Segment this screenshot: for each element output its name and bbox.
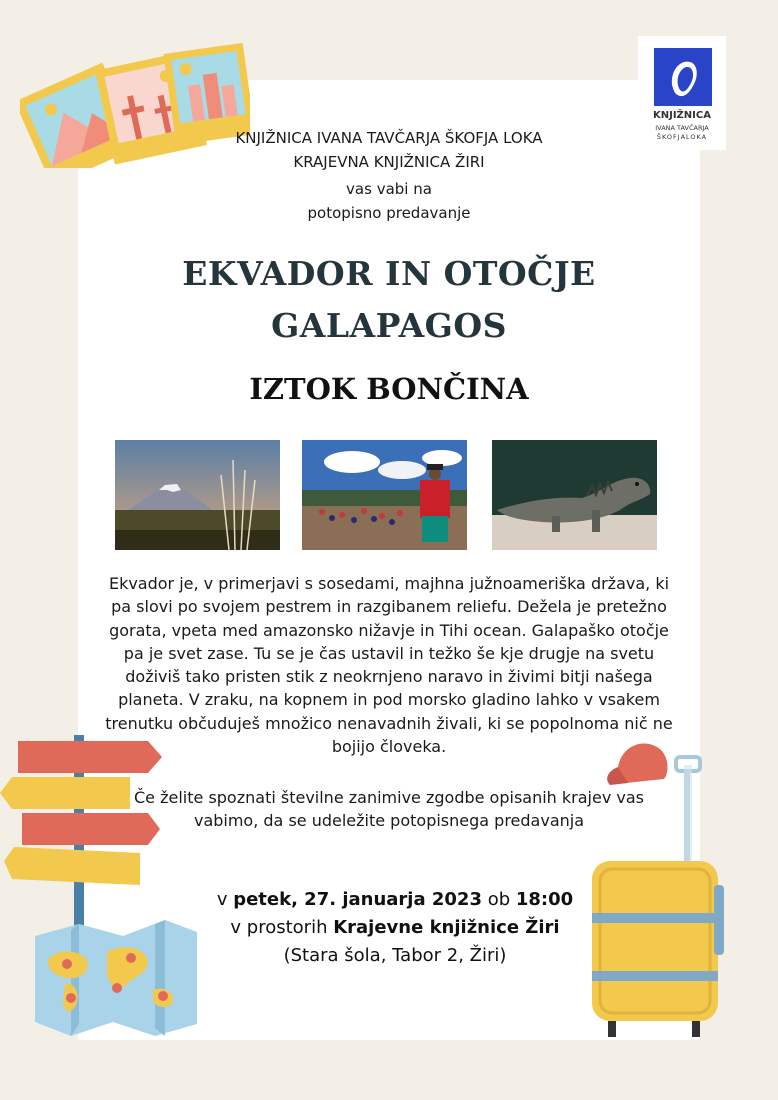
logo-sub1: IVANA TAVČARJA: [655, 124, 709, 132]
event-title-line-2: GALAPAGOS: [271, 306, 507, 345]
event-details: [195, 886, 595, 970]
description-line: pa slovi po svojem pestrem in razgibanem reliefu. Dežela je pretežno: [111, 597, 667, 617]
event-time: 18:00: [515, 889, 574, 910]
event-date: petek, 27. januarja 2023: [233, 889, 482, 910]
market-crowd-photo: [302, 440, 467, 550]
invite-line-2: potopisno predavanje: [307, 204, 471, 222]
description-line: trenutku občuduješ množico nenavadnih živali, ki se popolnoma nič ne: [105, 713, 673, 733]
event-place-line: [195, 914, 595, 942]
event-date-prefix: v: [216, 889, 234, 910]
iguana-photo: [492, 440, 657, 550]
description-line: doživiš tako pristen stik z neokrnjeno naravo in živimi bitji našega: [125, 667, 653, 687]
description-line: pa je svet zase. Tu se je čas ustavil in težko še kje drugje na svetu: [123, 643, 655, 663]
logo-name: KNJIŽNICA: [653, 110, 711, 121]
event-place: Krajevne knjižnice Žiri: [333, 917, 560, 938]
description-line: bojijo človeka.: [331, 737, 447, 757]
map-illustration: [35, 918, 205, 1038]
description-line: Ekvador je, v primerjavi s sosedami, majhna južnoameriška država, ki: [108, 574, 670, 593]
description-line: planeta. V zraku, na kopnem in pod morsko gladino lahko v vsakem: [118, 690, 660, 710]
logo-sub2: ŠKOFJALOKA: [656, 133, 708, 141]
org-name: KNJIŽNICA IVANA TAVČARJA ŠKOFJA LOKA: [235, 129, 543, 147]
org-branch: KRAJEVNA KNJIŽNICA ŽIRI: [293, 153, 485, 171]
invite-line-1: vas vabi na: [346, 180, 432, 198]
description: [100, 572, 678, 758]
invitation-line-1: Če želite spoznati številne zanimive zgodbe opisanih krajev vas: [134, 788, 644, 807]
signpost-illustration: [0, 735, 170, 935]
event-address: (Stara šola, Tabor 2, Žiri): [283, 945, 507, 966]
invitation-text: [130, 786, 648, 833]
event-title-line-1: EKVADOR IN OTOČJE: [182, 254, 596, 293]
speaker-name: IZTOK BONČINA: [249, 372, 529, 406]
volcano-landscape-photo: [115, 440, 280, 550]
invitation-line-2: vabimo, da se udeležite potopisnega predavanja: [193, 811, 585, 831]
event-time-prefix: ob: [481, 889, 516, 910]
description-line: gorata, vpeta med amazonsko nižavje in Tihi ocean. Galapaško otočje: [109, 620, 669, 640]
library-logo-icon: [638, 44, 726, 114]
event-date-line: [195, 886, 595, 914]
event-place-prefix: v prostorih: [230, 917, 334, 938]
suitcase-illustration: [588, 735, 738, 1045]
